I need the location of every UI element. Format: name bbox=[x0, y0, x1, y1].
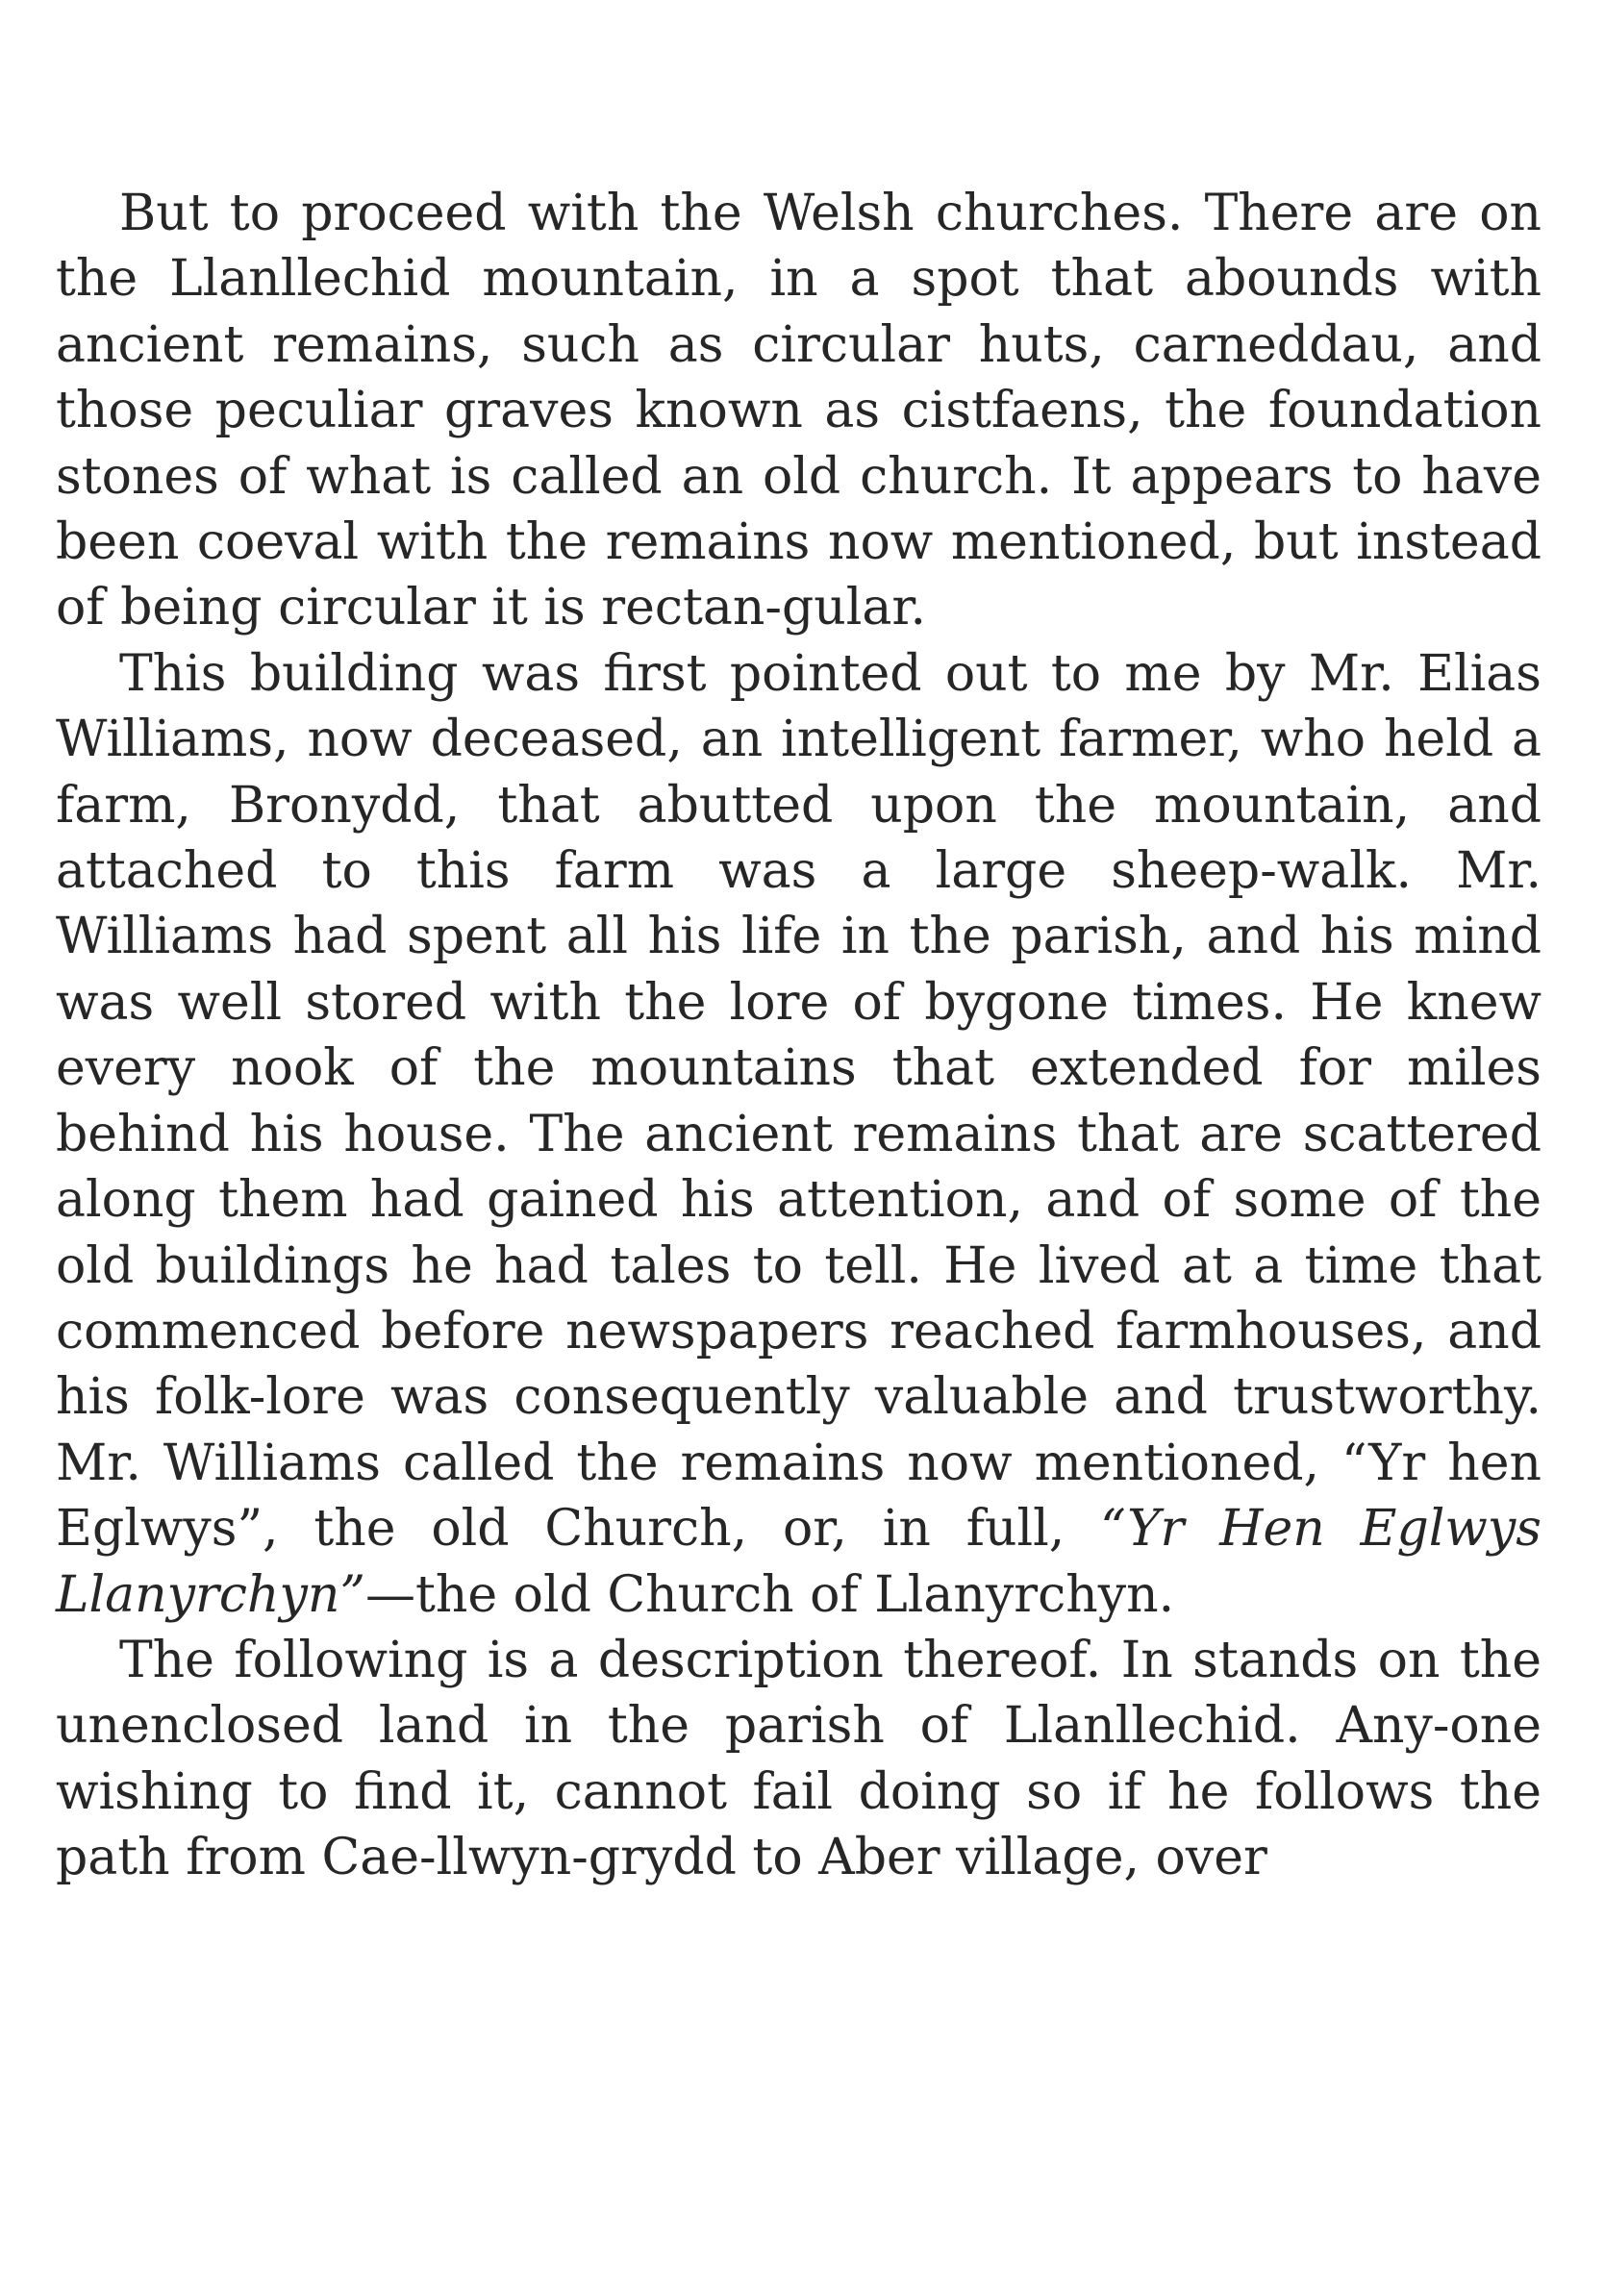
paragraph-3 bbox=[56, 1628, 1541, 1891]
paragraph-2-italic-title: “Yr Hen Eglwys Llanyrchyn” bbox=[56, 1500, 1541, 1624]
paragraph-2 bbox=[56, 641, 1541, 1628]
paragraph-2-tail: —the old Church of Llanyrchyn. bbox=[364, 1565, 1175, 1624]
paragraph-2-text: This building was first pointed out to me by Mr. Elias Williams, now deceased, an intelligent farmer, who held a farm, Bronydd, that abutted upon the mountain, and attached to this farm was a large sheep-walk. Mr. Williams had spent all his life in the parish, and his mind was well stored with the lore of bygone times. He knew every nook of the mountains that extended for miles behind his house. The ancient remains that are scattered along them had gained his attention, and of some of the old buildings he had tales to tell. He lived at a time that commenced before newspapers reached farmhouses, and his folk-lore was consequently valuable and trustworthy. Mr. Williams called the remains now mentioned, “Yr hen Eglwys”, the old Church, or, in full, bbox=[56, 644, 1541, 1559]
paragraph-1-text: But to proceed with the Welsh churches. There are on the Llanllechid mountain, in a spot that abounds with ancient remains, such as circular huts, carneddau, and those peculiar graves known as cistfaens, the foundation stones of what is called an old church. It appears to have been coeval with the remains now mentioned, but instead of being circular it is rectan-gular. bbox=[56, 185, 1541, 637]
paragraph-1 bbox=[56, 181, 1541, 641]
paragraph-3-text: The following is a description thereof. In stands on the unenclosed land in the parish of Llanllechid. Any-one wishing to find it, cannot fail doing so if he follows the path from Cae-llwyn-grydd to Aber village, over bbox=[56, 1631, 1541, 1887]
body-text bbox=[56, 181, 1541, 1891]
